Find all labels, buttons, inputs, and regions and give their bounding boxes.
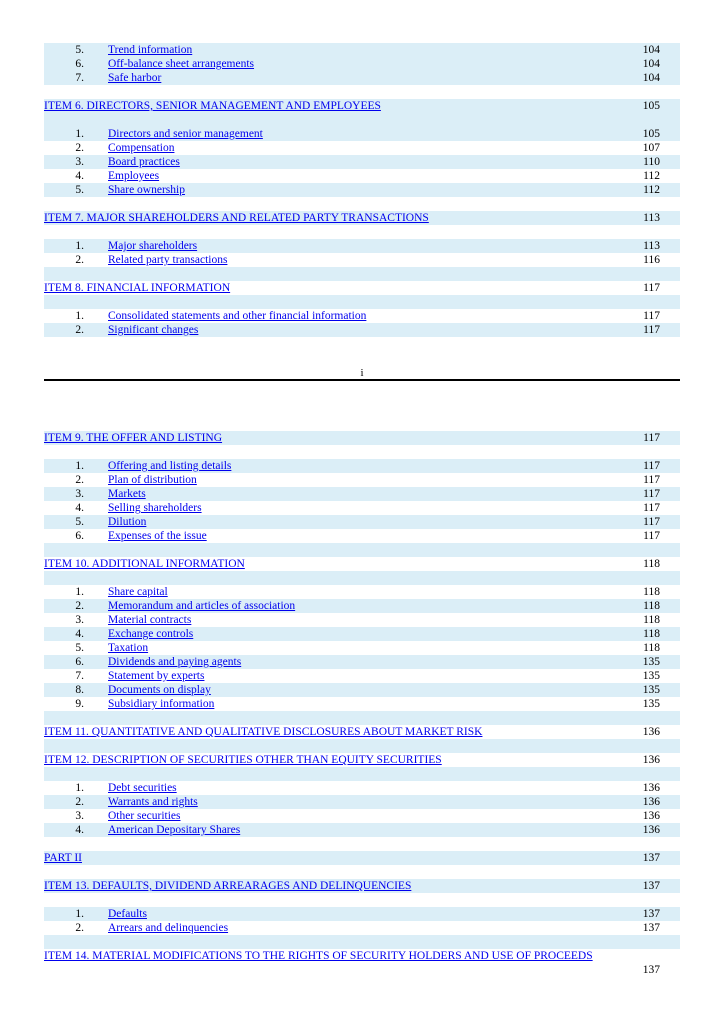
subitem-number: 4. bbox=[75, 824, 84, 836]
toc-subitem-row bbox=[44, 823, 680, 837]
page-number: 105 bbox=[642, 128, 660, 140]
subitem-number: 4. bbox=[75, 170, 84, 182]
page-number: 117 bbox=[643, 432, 660, 444]
subitem-number: 6. bbox=[75, 530, 84, 542]
toc-subitem-row bbox=[44, 169, 680, 183]
spacer-row bbox=[44, 267, 680, 281]
page-number: 105 bbox=[642, 100, 660, 112]
page-number: 104 bbox=[642, 72, 660, 84]
toc-subitem-row bbox=[44, 599, 680, 613]
spacer-row bbox=[44, 767, 680, 781]
toc-subitem-row bbox=[44, 585, 680, 599]
toc-link-item-6[interactable]: ITEM 6. DIRECTORS, SENIOR MANAGEMENT AND EMPLOYEES bbox=[44, 100, 381, 112]
page-number: 137 bbox=[642, 880, 660, 892]
subitem-number: 2. bbox=[75, 796, 84, 808]
page-number: 136 bbox=[642, 810, 660, 822]
toc-subitem-row bbox=[44, 253, 680, 267]
subitem-number: 5. bbox=[75, 642, 84, 654]
toc-link-taxation[interactable]: Taxation bbox=[108, 642, 149, 654]
toc-subitem-row bbox=[44, 141, 680, 155]
toc-link-statement-by-experts[interactable]: Statement by experts bbox=[108, 670, 205, 682]
page-number: 117 bbox=[643, 516, 660, 528]
subitem-number: 1. bbox=[75, 310, 84, 322]
toc-subitem-row bbox=[44, 921, 680, 935]
page-number: 112 bbox=[643, 184, 660, 196]
toc-subitem-row bbox=[44, 683, 680, 697]
subitem-number: 1. bbox=[75, 586, 84, 598]
subitem-number: 1. bbox=[75, 240, 84, 252]
page-number: 117 bbox=[643, 488, 660, 500]
spacer-row bbox=[44, 543, 680, 557]
subitem-number: 2. bbox=[75, 142, 84, 154]
subitem-number: 8. bbox=[75, 684, 84, 696]
page-number: 113 bbox=[643, 212, 660, 224]
toc-subitem-row bbox=[44, 697, 680, 711]
page-number: 137 bbox=[642, 964, 660, 976]
toc-link-employees[interactable]: Employees bbox=[108, 170, 160, 182]
page-number: 118 bbox=[643, 600, 660, 612]
page-number: 112 bbox=[643, 170, 660, 182]
toc-link-arrears-and-delinquencies[interactable]: Arrears and delinquencies bbox=[108, 922, 229, 934]
footer-page-number: i bbox=[360, 367, 364, 379]
toc-link-share-ownership[interactable]: Share ownership bbox=[108, 184, 185, 196]
toc-subitem-row bbox=[44, 669, 680, 683]
page-number: 137 bbox=[642, 922, 660, 934]
page-number: 118 bbox=[643, 614, 660, 626]
toc-subitem-row bbox=[44, 613, 680, 627]
subitem-number: 1. bbox=[75, 908, 84, 920]
toc-subitem-row bbox=[44, 127, 680, 141]
subitem-number: 2. bbox=[75, 922, 84, 934]
spacer-row bbox=[44, 711, 680, 725]
toc-link-exchange-controls[interactable]: Exchange controls bbox=[108, 628, 194, 640]
toc-subitem-row bbox=[44, 309, 680, 323]
subitem-number: 5. bbox=[75, 44, 84, 56]
toc-link-board-practices[interactable]: Board practices bbox=[108, 156, 180, 168]
page-number: 117 bbox=[643, 530, 660, 542]
toc-subitem-row bbox=[44, 641, 680, 655]
toc-subitem-row bbox=[44, 809, 680, 823]
page-break-rule bbox=[44, 379, 680, 381]
toc-link-item-7[interactable]: ITEM 7. MAJOR SHAREHOLDERS AND RELATED PARTY TRANSACTIONS bbox=[44, 212, 429, 224]
page-number: 136 bbox=[642, 726, 660, 738]
subitem-number: 1. bbox=[75, 782, 84, 794]
toc-item-row bbox=[44, 949, 680, 977]
toc-subitem-row bbox=[44, 501, 680, 515]
toc-link-subsidiary-information[interactable]: Subsidiary information bbox=[108, 698, 215, 710]
subitem-number: 2. bbox=[75, 254, 84, 266]
spacer-row bbox=[44, 893, 680, 907]
toc-subitem-row bbox=[44, 459, 680, 473]
toc-link-part-ii[interactable]: PART II bbox=[44, 852, 82, 864]
page-number: 117 bbox=[643, 324, 660, 336]
subitem-number: 6. bbox=[75, 656, 84, 668]
subitem-number: 4. bbox=[75, 502, 84, 514]
toc-link-compensation[interactable]: Compensation bbox=[108, 142, 175, 154]
subitem-number: 5. bbox=[75, 516, 84, 528]
toc-subitem-row bbox=[44, 43, 680, 57]
toc-link-expenses-of-the-issue[interactable]: Expenses of the issue bbox=[108, 530, 207, 542]
subitem-number: 6. bbox=[75, 58, 84, 70]
toc-item-row bbox=[44, 851, 680, 865]
subitem-number: 4. bbox=[75, 628, 84, 640]
toc-link-item-12[interactable]: ITEM 12. DESCRIPTION OF SECURITIES OTHER THAN EQUITY SECURITIES bbox=[44, 754, 442, 766]
spacer-row bbox=[44, 935, 680, 949]
subitem-number: 2. bbox=[75, 474, 84, 486]
toc-link-memorandum-and-articles[interactable]: Memorandum and articles of association bbox=[108, 600, 296, 612]
toc-link-dilution[interactable]: Dilution bbox=[108, 516, 147, 528]
toc-subitem-row bbox=[44, 515, 680, 529]
toc-link-dividends-and-paying-agents[interactable]: Dividends and paying agents bbox=[108, 656, 242, 668]
page-number: 135 bbox=[642, 698, 660, 710]
subitem-number: 3. bbox=[75, 614, 84, 626]
subitem-number: 1. bbox=[75, 128, 84, 140]
toc-link-off-balance-sheet-arrangements[interactable]: Off-balance sheet arrangements bbox=[108, 58, 255, 70]
page-number: 137 bbox=[642, 908, 660, 920]
page-number: 117 bbox=[643, 474, 660, 486]
subitem-number: 3. bbox=[75, 156, 84, 168]
toc-subitem-row bbox=[44, 155, 680, 169]
toc-link-item-11[interactable]: ITEM 11. QUANTITATIVE AND QUALITATIVE DISCLOSURES ABOUT MARKET RISK bbox=[44, 726, 483, 738]
spacer-row bbox=[44, 739, 680, 753]
toc-subitem-row bbox=[44, 239, 680, 253]
subitem-number: 3. bbox=[75, 810, 84, 822]
spacer-row bbox=[44, 571, 680, 585]
toc-subitem-row bbox=[44, 473, 680, 487]
toc-item-row bbox=[44, 557, 680, 571]
toc-link-debt-securities[interactable]: Debt securities bbox=[108, 782, 177, 794]
subitem-number: 5. bbox=[75, 184, 84, 196]
page-number: 113 bbox=[643, 240, 660, 252]
toc-subitem-row bbox=[44, 183, 680, 197]
toc-link-significant-changes[interactable]: Significant changes bbox=[108, 324, 199, 336]
toc-link-warrants-and-rights[interactable]: Warrants and rights bbox=[108, 796, 198, 808]
toc-subitem-row bbox=[44, 907, 680, 921]
toc-link-documents-on-display[interactable]: Documents on display bbox=[108, 684, 211, 696]
toc-link-item-10[interactable]: ITEM 10. ADDITIONAL INFORMATION bbox=[44, 558, 245, 570]
page-number: 118 bbox=[643, 586, 660, 598]
toc-subitem-row bbox=[44, 487, 680, 501]
toc-link-defaults[interactable]: Defaults bbox=[108, 908, 147, 920]
toc-link-plan-of-distribution[interactable]: Plan of distribution bbox=[108, 474, 197, 486]
page-number: 117 bbox=[643, 310, 660, 322]
toc-item-row bbox=[44, 281, 680, 295]
toc-item-row bbox=[44, 879, 680, 893]
spacer-row bbox=[44, 295, 680, 309]
subitem-number: 7. bbox=[75, 670, 84, 682]
page-number: 110 bbox=[643, 156, 660, 168]
toc-item-row bbox=[44, 725, 680, 739]
toc-item-row bbox=[44, 431, 680, 445]
spacer-row bbox=[44, 225, 680, 239]
toc-link-item-14[interactable]: ITEM 14. MATERIAL MODIFICATIONS TO THE RIGHTS OF SECURITY HOLDERS AND USE OF PROCEEDS bbox=[44, 950, 593, 962]
toc-link-share-capital[interactable]: Share capital bbox=[108, 586, 168, 598]
toc-subitem-row bbox=[44, 627, 680, 641]
toc-link-directors-and-senior-management[interactable]: Directors and senior management bbox=[108, 128, 263, 140]
toc-link-safe-harbor[interactable]: Safe harbor bbox=[108, 72, 162, 84]
toc-subitem-row bbox=[44, 781, 680, 795]
toc-item-row bbox=[44, 753, 680, 767]
subitem-number: 1. bbox=[75, 460, 84, 472]
page-number: 136 bbox=[642, 796, 660, 808]
page-number: 104 bbox=[642, 58, 660, 70]
subitem-number: 9. bbox=[75, 698, 84, 710]
page-number: 117 bbox=[643, 460, 660, 472]
page-number: 136 bbox=[642, 824, 660, 836]
toc-subitem-row bbox=[44, 57, 680, 71]
toc-link-offering-and-listing-details[interactable]: Offering and listing details bbox=[108, 460, 232, 472]
page-number: 118 bbox=[643, 642, 660, 654]
toc-link-selling-shareholders[interactable]: Selling shareholders bbox=[108, 502, 202, 514]
toc-link-related-party-transactions[interactable]: Related party transactions bbox=[108, 254, 228, 266]
toc-link-material-contracts[interactable]: Material contracts bbox=[108, 614, 192, 626]
subitem-number: 3. bbox=[75, 488, 84, 500]
page-number: 118 bbox=[643, 558, 660, 570]
page-number: 107 bbox=[642, 142, 660, 154]
page-number: 104 bbox=[642, 44, 660, 56]
page-number: 136 bbox=[642, 782, 660, 794]
toc-subitem-row bbox=[44, 529, 680, 543]
toc-link-trend-information[interactable]: Trend information bbox=[108, 44, 193, 56]
subitem-number: 2. bbox=[75, 600, 84, 612]
spacer-row bbox=[44, 445, 680, 459]
spacer-row bbox=[44, 113, 680, 127]
toc-subitem-row bbox=[44, 795, 680, 809]
toc-link-american-depositary-shares[interactable]: American Depositary Shares bbox=[108, 824, 241, 836]
toc-link-item-8[interactable]: ITEM 8. FINANCIAL INFORMATION bbox=[44, 282, 231, 294]
page-number: 136 bbox=[642, 754, 660, 766]
page-number: 117 bbox=[643, 282, 660, 294]
toc-link-item-13[interactable]: ITEM 13. DEFAULTS, DIVIDEND ARREARAGES AND DELINQUENCIES bbox=[44, 880, 412, 892]
page-number: 135 bbox=[642, 684, 660, 696]
page-number: 135 bbox=[642, 656, 660, 668]
subitem-number: 2. bbox=[75, 324, 84, 336]
toc-link-major-shareholders[interactable]: Major shareholders bbox=[108, 240, 198, 252]
page-number: 117 bbox=[643, 502, 660, 514]
toc-item-row bbox=[44, 211, 680, 225]
toc-link-markets[interactable]: Markets bbox=[108, 488, 146, 500]
toc-subitem-row bbox=[44, 71, 680, 85]
toc-subitem-row bbox=[44, 323, 680, 337]
page-number: 118 bbox=[643, 628, 660, 640]
toc-link-item-9[interactable]: ITEM 9. THE OFFER AND LISTING bbox=[44, 432, 223, 444]
page-number: 137 bbox=[642, 852, 660, 864]
page-number: 135 bbox=[642, 670, 660, 682]
toc-link-consolidated-statements[interactable]: Consolidated statements and other financial information bbox=[108, 310, 367, 322]
subitem-number: 7. bbox=[75, 72, 84, 84]
toc-item-row bbox=[44, 99, 680, 113]
toc-subitem-row bbox=[44, 655, 680, 669]
page-number: 116 bbox=[643, 254, 660, 266]
toc-link-other-securities[interactable]: Other securities bbox=[108, 810, 181, 822]
